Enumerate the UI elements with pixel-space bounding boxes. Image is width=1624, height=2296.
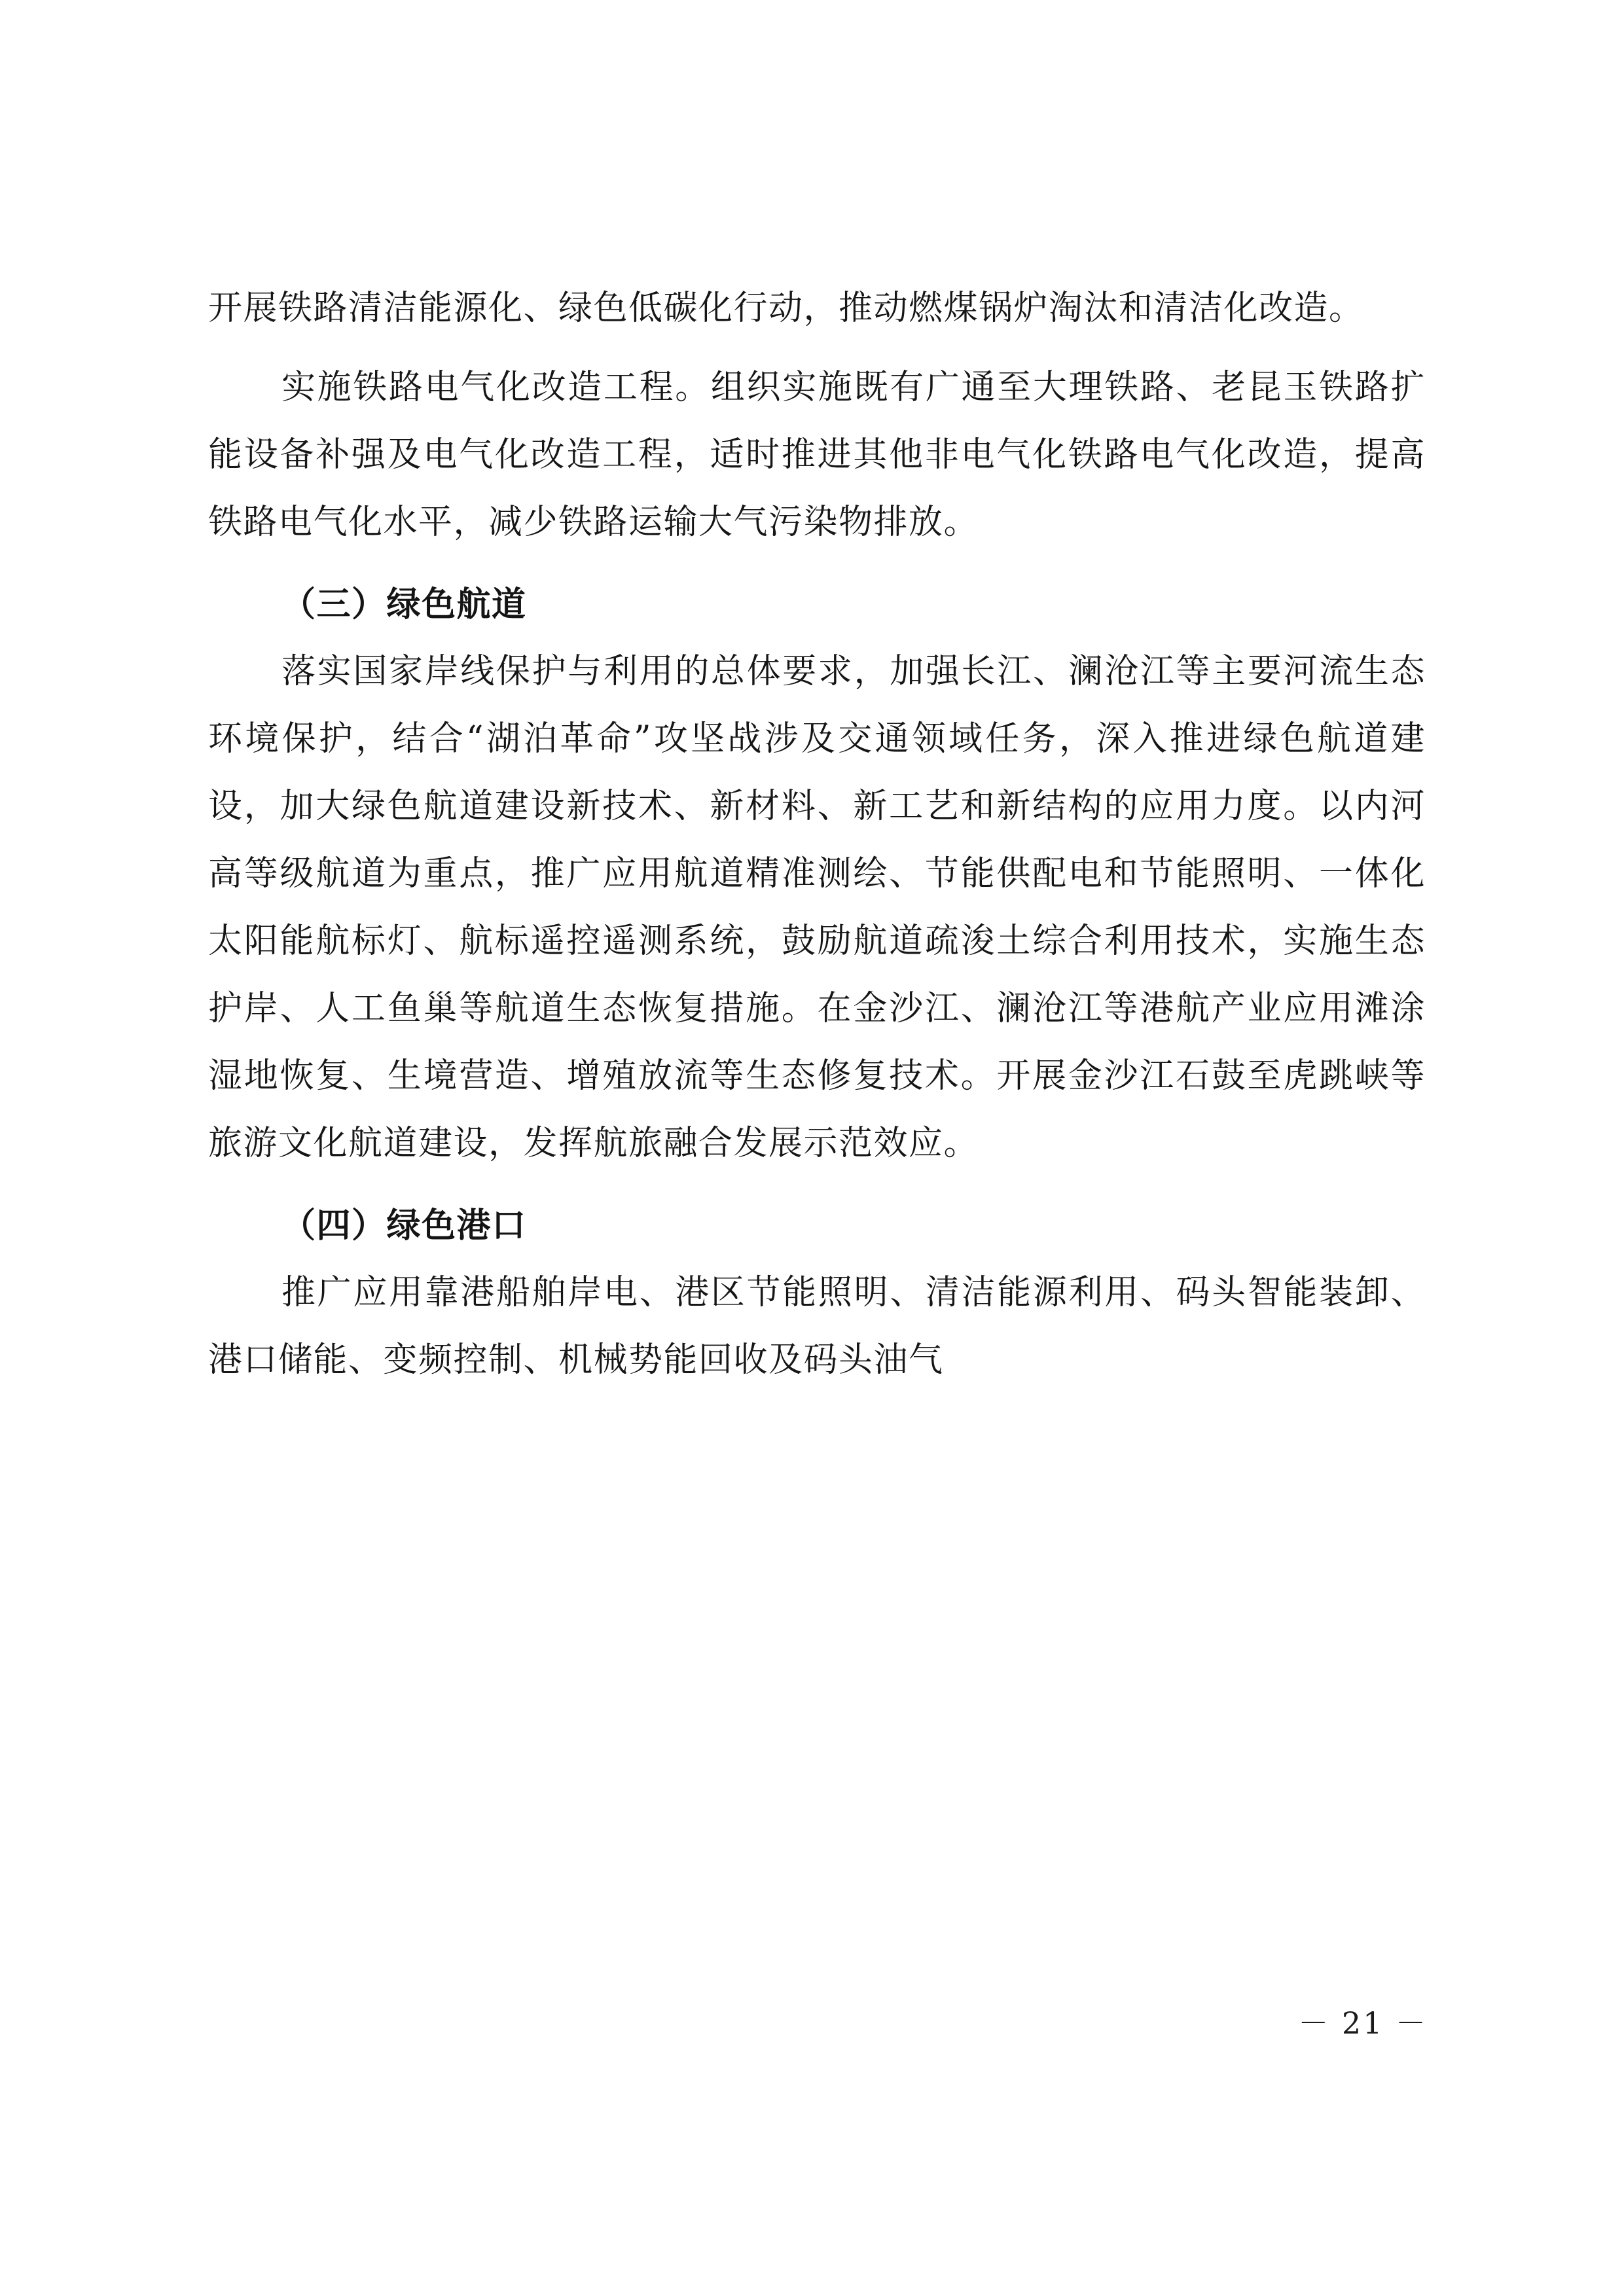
paragraph-spacer: [208, 342, 1426, 354]
section-spacer-2: [208, 1177, 1426, 1192]
paragraph-green-waterway-body: 落实国家岸线保护与利用的总体要求，加强长江、澜沧江等主要河流生态环境保护，结合“湖泊革命”攻坚战涉及交通领域任务，深入推进绿色航道建设，加大绿色航道建设新技术、新材料、新工艺和新结构的应用力度。以内河高等级航道为重点，推广应用航道精准测绘、节能供配电和节能照明、一体化太阳能航标灯、航标遥控遥测系统，鼓励航道疏浚土综合利用技术，实施生态护岸、人工鱼巢等航道生态恢复措施。在金沙江、澜沧江等港航产业应用滩涂湿地恢复、生境营造、增殖放流等生态修复技术。开展金沙江石鼓至虎跳峡等旅游文化航道建设，发挥航旅融合发展示范效应。: [208, 652, 1426, 1163]
paragraph-railway-clean-energy: 开展铁路清洁能源化、绿色低碳化行动，推动燃煤锅炉淘汰和清洁化改造。: [208, 289, 1364, 328]
page-body-text: [208, 275, 1426, 1394]
page-number: － 21 －: [1298, 2005, 1428, 2041]
heading-green-waterway: （三）绿色航道: [281, 584, 527, 624]
heading-green-port: （四）绿色港口: [281, 1206, 527, 1246]
section-spacer: [208, 556, 1426, 571]
paragraph-railway-electrification: 实施铁路电气化改造工程。组织实施既有广通至大理铁路、老昆玉铁路扩能设备补强及电气化改造工程，适时推进其他非电气化铁路电气化改造，提高铁路电气化水平，减少铁路运输大气污染物排放。: [208, 368, 1426, 542]
paragraph-green-port-body: 推广应用靠港船舶岸电、港区节能照明、清洁能源利用、码头智能装卸、港口储能、变频控制、机械势能回收及码头油气: [208, 1273, 1426, 1380]
